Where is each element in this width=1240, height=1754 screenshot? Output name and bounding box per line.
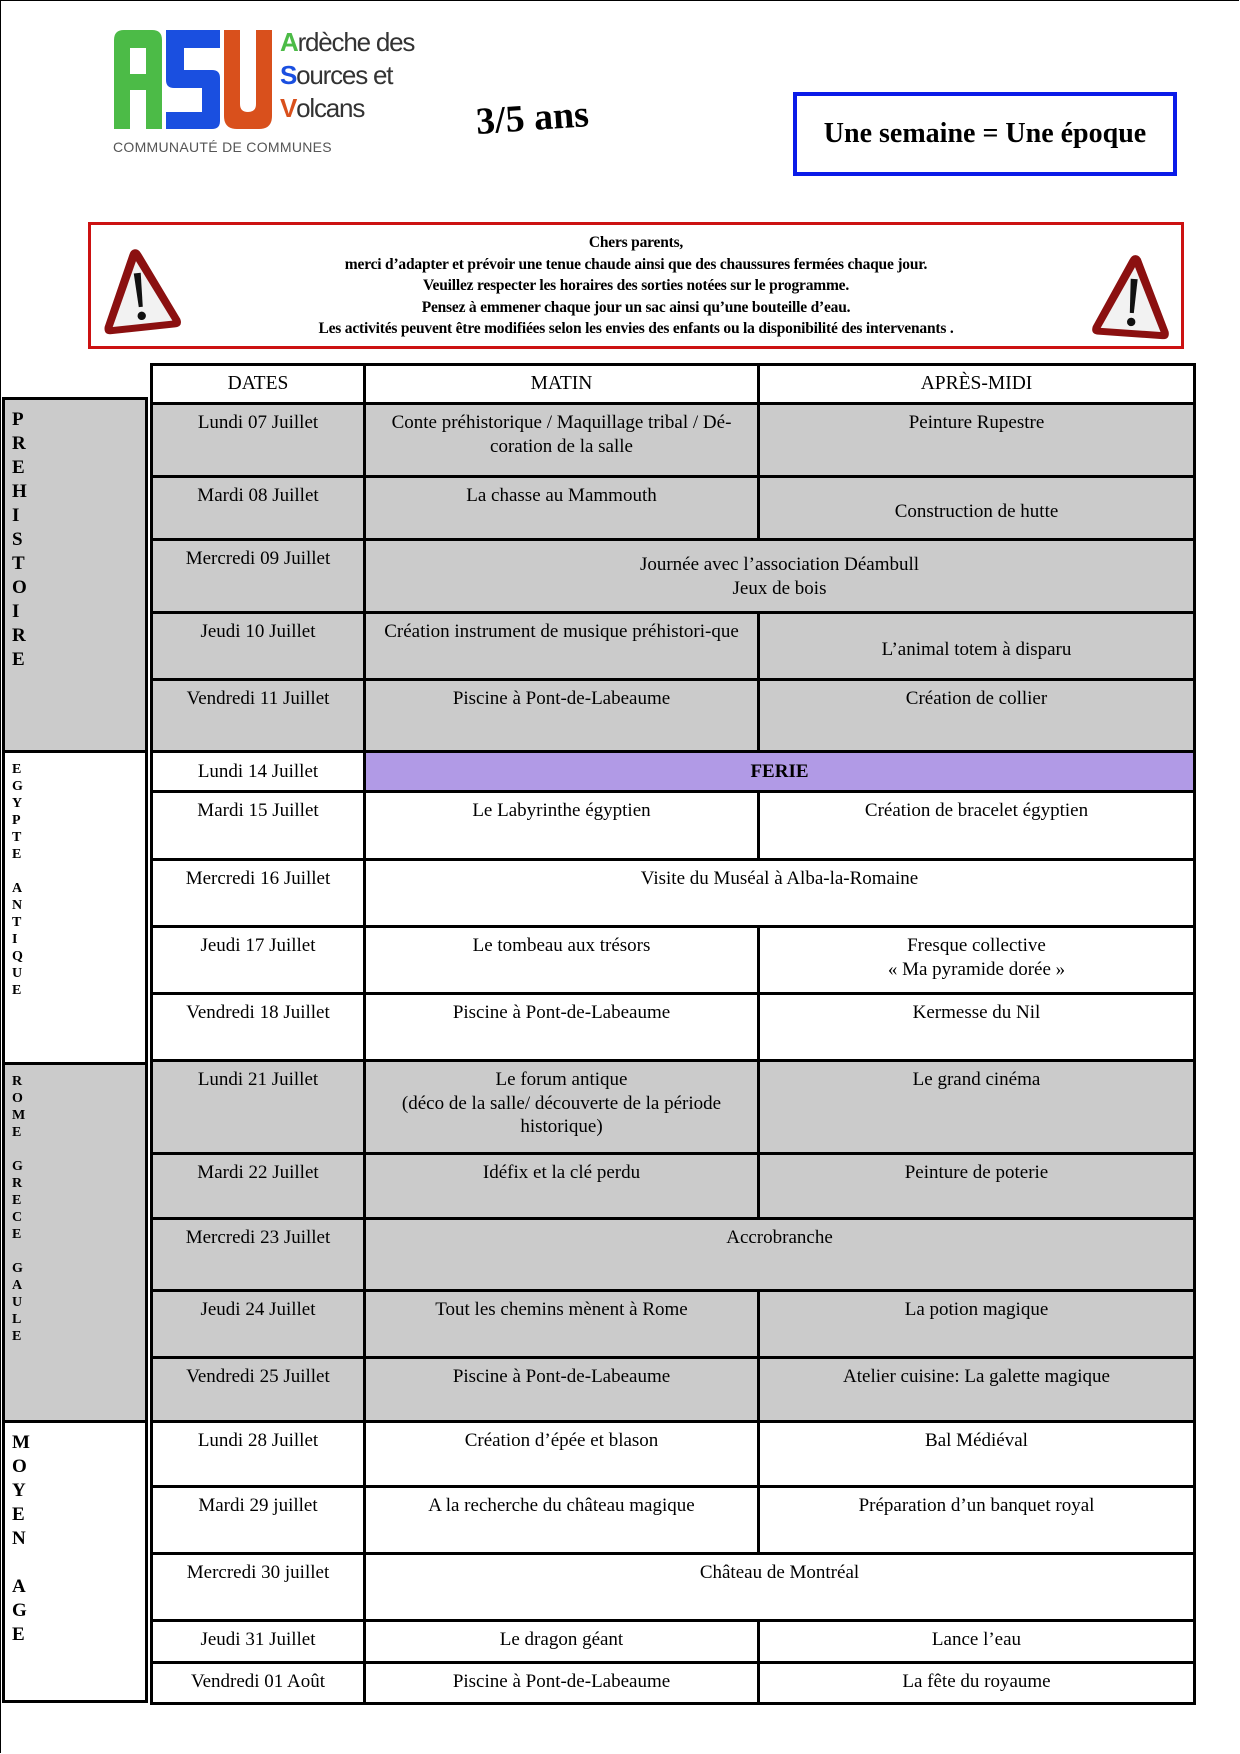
period-letter: G xyxy=(12,1600,27,1621)
notice-line: Veuillez respecter les horaires des sorties notées sur le programme. xyxy=(422,277,850,294)
apres-midi-cell: La fête du royaume xyxy=(759,1663,1195,1704)
period-letter: N xyxy=(12,1528,26,1549)
date-cell: Mardi 08 Juillet xyxy=(152,477,365,540)
date-cell: Vendredi 18 Juillet xyxy=(152,994,365,1061)
period-letter: E xyxy=(12,1624,25,1645)
period-label xyxy=(12,1431,30,1647)
table-row xyxy=(152,1487,1195,1554)
matin-cell: Création instrument de musique préhistori-que xyxy=(365,613,759,680)
full-day-cell xyxy=(365,860,1195,927)
period-letter: E xyxy=(12,1193,22,1208)
asv-logo xyxy=(112,26,415,166)
period-letter: R xyxy=(12,625,26,646)
period-letter: M xyxy=(12,1432,30,1453)
period-letter: E xyxy=(12,649,25,670)
period-rome-grece-gaule xyxy=(2,1062,148,1423)
matin-cell: Le dragon géant xyxy=(365,1621,759,1663)
apres-midi-line: « Ma pyramide dorée » xyxy=(887,958,1066,980)
period-letter: P xyxy=(12,813,21,828)
period-letter: Y xyxy=(12,1480,26,1501)
period-letter: E xyxy=(12,983,22,998)
apres-midi-cell: L’animal totem à disparu xyxy=(759,613,1195,680)
date-cell: Lundi 07 Juillet xyxy=(152,404,365,477)
matin-cell: Piscine à Pont-de-Labeaume xyxy=(365,680,759,752)
table-row xyxy=(152,540,1195,613)
period-letter xyxy=(12,863,23,880)
period-letter: Y xyxy=(12,796,23,811)
table-row xyxy=(152,680,1195,752)
period-letter: P xyxy=(12,409,24,430)
period-letter: O xyxy=(12,1456,27,1477)
apres-midi-cell: Le grand cinéma xyxy=(759,1061,1195,1154)
period-letter: R xyxy=(12,1176,23,1191)
apres-midi-line: Fresque collective xyxy=(907,935,1046,956)
full-day-cell xyxy=(365,1219,1195,1291)
table-row xyxy=(152,477,1195,540)
matin-cell: Création d’épée et blason xyxy=(365,1422,759,1487)
table-row xyxy=(152,1219,1195,1291)
notice-line: Pensez à emmener chaque jour un sac ainsi qu’une bouteille d’eau. xyxy=(421,298,851,316)
period-letter: E xyxy=(12,1125,22,1140)
period-letter: A xyxy=(12,1576,26,1597)
table-row xyxy=(152,404,1195,477)
matin-cell: Piscine à Pont-de-Labeaume xyxy=(365,1663,759,1704)
logo-community-label: COMMUNAUTÉ DE COMMUNES xyxy=(113,139,332,155)
period-letter: I xyxy=(12,505,20,526)
notice-text xyxy=(187,232,1085,340)
date-cell: Mercredi 16 Juillet xyxy=(152,860,365,927)
matin-cell: Idéfix et la clé perdu xyxy=(365,1154,759,1219)
period-letter: Q xyxy=(12,949,23,964)
date-cell: Vendredi 01 Août xyxy=(152,1663,365,1704)
apres-midi-cell: Lance l’eau xyxy=(759,1621,1195,1663)
date-cell: Vendredi 25 Juillet xyxy=(152,1358,365,1422)
period-letter: L xyxy=(12,1312,22,1327)
period-letter: N xyxy=(12,898,23,913)
warning-triangle-icon xyxy=(1088,248,1178,344)
period-letter: E xyxy=(12,762,22,777)
matin-cell: A la recherche du château magique xyxy=(365,1487,759,1554)
age-group-title: 3/5 ans xyxy=(474,93,591,143)
matin-cell: Tout les chemins mènent à Rome xyxy=(365,1291,759,1358)
matin-cell: Le Labyrinthe égyptien xyxy=(365,792,759,860)
table-row xyxy=(152,860,1195,927)
warning-triangle-icon xyxy=(93,241,186,339)
apres-midi-cell: Peinture Rupestre xyxy=(759,404,1195,477)
period-letter: E xyxy=(12,1504,25,1525)
period-letter: E xyxy=(12,1227,22,1242)
period-letter: S xyxy=(12,529,23,550)
table-row xyxy=(152,1061,1195,1154)
date-cell: Lundi 21 Juillet xyxy=(152,1061,365,1154)
date-cell: Mercredi 30 juillet xyxy=(152,1554,365,1621)
period-letter: U xyxy=(12,1295,23,1310)
date-cell: Mardi 15 Juillet xyxy=(152,792,365,860)
period-letter: O xyxy=(12,577,27,598)
full-day-cell xyxy=(365,1554,1195,1621)
logo-tagline-1: Ardèche des xyxy=(280,27,415,57)
matin-cell: Conte préhistorique / Maquillage tribal / Dé-coration de la salle xyxy=(365,404,759,477)
date-cell: Vendredi 11 Juillet xyxy=(152,680,365,752)
full-day-line: Visite du Muséal à Alba-la-Romaine xyxy=(640,868,919,889)
date-cell: Mercredi 09 Juillet xyxy=(152,540,365,613)
apres-midi-cell: Création de collier xyxy=(759,680,1195,752)
apres-midi-cell: Construction de hutte xyxy=(759,477,1195,540)
apres-midi-cell: Préparation d’un banquet royal xyxy=(759,1487,1195,1554)
date-cell: Mercredi 23 Juillet xyxy=(152,1219,365,1291)
logo-tagline-2: Sources et xyxy=(280,60,393,90)
period-egypte-antique xyxy=(2,750,148,1065)
table-row xyxy=(152,994,1195,1061)
apres-midi-cell: Création de bracelet égyptien xyxy=(759,792,1195,860)
matin-cell xyxy=(365,1061,759,1154)
full-day-line: Accrobranche xyxy=(726,1227,833,1248)
notice-line: Chers parents, xyxy=(588,234,684,251)
table-row xyxy=(152,1663,1195,1704)
apres-midi-cell: Bal Médiéval xyxy=(759,1422,1195,1487)
logo-letter-s xyxy=(166,30,220,129)
period-letter: T xyxy=(12,553,25,574)
period-letter: A xyxy=(12,881,23,896)
full-day-line: Château de Montréal xyxy=(699,1562,860,1583)
matin-cell: Piscine à Pont-de-Labeaume xyxy=(365,1358,759,1422)
period-letter: H xyxy=(12,481,27,502)
period-letter: A xyxy=(12,1278,23,1293)
table-row xyxy=(152,1554,1195,1621)
table-row xyxy=(152,1154,1195,1219)
date-cell: Mardi 22 Juillet xyxy=(152,1154,365,1219)
table-row xyxy=(152,1422,1195,1487)
period-letter: T xyxy=(12,915,22,930)
apres-midi-cell: La potion magique xyxy=(759,1291,1195,1358)
full-day-cell xyxy=(365,540,1195,613)
date-cell: Jeudi 31 Juillet xyxy=(152,1621,365,1663)
period-letter: M xyxy=(12,1108,26,1123)
holiday-cell: FERIE xyxy=(365,752,1195,792)
period-label xyxy=(12,408,27,672)
date-cell: Jeudi 17 Juillet xyxy=(152,927,365,994)
table-row xyxy=(152,613,1195,680)
table-row xyxy=(152,1358,1195,1422)
apres-midi-cell: Peinture de poterie xyxy=(759,1154,1195,1219)
period-letter: T xyxy=(12,830,22,845)
asv-logo-mark xyxy=(112,26,277,131)
parent-notice xyxy=(88,222,1184,349)
table-row xyxy=(152,792,1195,860)
period-letter: G xyxy=(12,779,23,794)
apres-midi-cell xyxy=(759,927,1195,994)
period-label xyxy=(12,761,23,999)
theme-box xyxy=(793,92,1177,176)
apres-midi-cell: Atelier cuisine: La galette magique xyxy=(759,1358,1195,1422)
table-header-row xyxy=(152,365,1195,404)
logo-letter-a xyxy=(114,30,162,129)
notice-line: merci d’adapter et prévoir une tenue chaude ainsi que des chaussures fermées chaque jour. xyxy=(344,255,928,273)
period-letter: R xyxy=(12,1074,23,1089)
period-letter: E xyxy=(12,847,22,862)
period-letter xyxy=(12,1243,25,1260)
period-letter xyxy=(12,1141,25,1158)
period-letter: I xyxy=(12,932,18,947)
date-cell: Mardi 29 juillet xyxy=(152,1487,365,1554)
matin-line: (déco de la salle/ découverte de la période historique) xyxy=(401,1092,722,1137)
period-letter: U xyxy=(12,966,23,981)
logo-taglines xyxy=(280,26,415,125)
period-letter: G xyxy=(12,1159,23,1174)
matin-cell: La chasse au Mammouth xyxy=(365,477,759,540)
period-letter: C xyxy=(12,1210,23,1225)
theme-label: Une semaine = Une époque xyxy=(823,118,1147,149)
table-row xyxy=(152,1291,1195,1358)
period-letter: R xyxy=(12,433,26,454)
matin-cell: Piscine à Pont-de-Labeaume xyxy=(365,994,759,1061)
period-moyen-age xyxy=(2,1420,148,1703)
logo-tagline-3: Volcans xyxy=(280,93,365,123)
date-cell: Lundi 28 Juillet xyxy=(152,1422,365,1487)
period-letter: G xyxy=(12,1261,23,1276)
date-cell: Lundi 14 Juillet xyxy=(152,752,365,792)
date-cell: Jeudi 24 Juillet xyxy=(152,1291,365,1358)
matin-line: Le forum antique xyxy=(495,1069,628,1090)
matin-cell: Le tombeau aux trésors xyxy=(365,927,759,994)
column-header-apres-midi: APRÈS-MIDI xyxy=(759,365,1195,404)
period-letter: I xyxy=(12,601,20,622)
table-row xyxy=(152,927,1195,994)
full-day-line: Jeux de bois xyxy=(732,577,827,599)
column-header-dates: DATES xyxy=(152,365,365,404)
logo-letter-v xyxy=(224,30,272,129)
period-letter: E xyxy=(12,1329,22,1344)
period-letter xyxy=(12,1551,30,1575)
schedule-table xyxy=(150,363,1196,1705)
period-prehistoire xyxy=(2,397,148,753)
column-header-matin: MATIN xyxy=(365,365,759,404)
table-row xyxy=(152,752,1195,792)
period-letter: O xyxy=(12,1091,23,1106)
date-cell: Jeudi 10 Juillet xyxy=(152,613,365,680)
period-label xyxy=(12,1073,25,1345)
notice-line: Les activités peuvent être modifiées selon les envies des enfants ou la disponibilité des intervenants . xyxy=(318,320,954,337)
period-letter: E xyxy=(12,457,25,478)
apres-midi-cell: Kermesse du Nil xyxy=(759,994,1195,1061)
full-day-line: Journée avec l’association Déambull xyxy=(639,554,920,575)
table-row xyxy=(152,1621,1195,1663)
